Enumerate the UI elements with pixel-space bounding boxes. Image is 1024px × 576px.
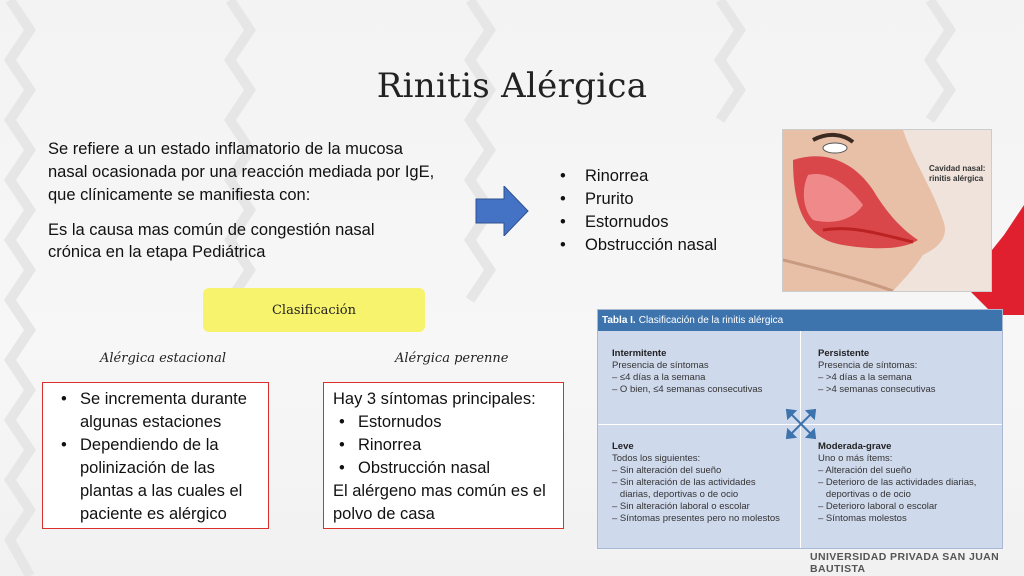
cell-line: – Deterioro de las actividades diarias, bbox=[818, 477, 977, 488]
cell-intermitente bbox=[612, 348, 792, 396]
definition-text: Se refiere a un estado inflamatorio de la mucosa nasal ocasionada por una reacción mediada por IgE, que clínicamente se manifiesta con: bbox=[48, 140, 435, 204]
symptom-item: • Estornudos bbox=[560, 211, 717, 234]
cell-line: Todos los siguientes: bbox=[612, 453, 701, 464]
cause-text: Es la causa mas común de congestión nasal crónica en la etapa Pediátrica bbox=[48, 221, 375, 261]
table-title: Clasificación de la rinitis alérgica bbox=[638, 315, 784, 326]
nasal-cavity-image bbox=[782, 129, 992, 292]
symptom-item: • Rinorrea bbox=[560, 165, 717, 188]
cell-moderada-grave bbox=[818, 441, 998, 525]
perennial-box bbox=[323, 382, 564, 529]
perennial-item: • Estornudos bbox=[333, 411, 557, 434]
seasonal-heading: Alérgica estacional bbox=[100, 351, 226, 366]
slide-title: Rinitis Alérgica bbox=[376, 66, 648, 106]
nasal-cavity-illustration bbox=[783, 130, 991, 291]
cell-line: Presencia de síntomas bbox=[612, 360, 709, 371]
table-header bbox=[598, 310, 1002, 331]
symptoms-list bbox=[560, 165, 717, 257]
cell-leve bbox=[612, 441, 792, 525]
symptom-item: • Prurito bbox=[560, 188, 717, 211]
footer-university: UNIVERSIDAD PRIVADA SAN JUAN BAUTISTA bbox=[810, 551, 1000, 575]
cell-line: – Síntomas molestos bbox=[818, 513, 907, 524]
seasonal-item: • Dependiendo de la polinización de las plantas a las cuales el paciente es alérgico bbox=[55, 434, 260, 526]
cell-line: – >4 días a la semana bbox=[818, 372, 912, 383]
cell-heading: Moderada-grave bbox=[818, 441, 892, 452]
cell-line: diarias, deportivas o de ocio bbox=[612, 489, 739, 500]
image-caption bbox=[929, 164, 985, 184]
cell-line: – Alteración del sueño bbox=[818, 465, 912, 476]
perennial-outro: El alérgeno mas común es el polvo de casa bbox=[333, 482, 546, 523]
perennial-item: • Obstrucción nasal bbox=[333, 457, 557, 480]
cell-line: – ≤4 días a la semana bbox=[612, 372, 706, 383]
image-caption-line: Cavidad nasal: bbox=[929, 164, 986, 173]
image-caption-line: rinitis alérgica bbox=[929, 174, 984, 183]
symptom-item: • Obstrucción nasal bbox=[560, 234, 717, 257]
classification-table bbox=[597, 309, 1003, 549]
cell-persistente bbox=[818, 348, 998, 396]
cell-line: deportivas o de ocio bbox=[818, 489, 911, 500]
cell-line: – Deterioro laboral o escolar bbox=[818, 501, 938, 512]
perennial-intro: Hay 3 síntomas principales: bbox=[333, 390, 536, 408]
cross-arrows-icon bbox=[785, 408, 817, 440]
classification-label: Clasificación bbox=[203, 288, 425, 332]
right-arrow-icon bbox=[474, 186, 530, 236]
cell-line: – Sin alteración de las actividades bbox=[612, 477, 756, 488]
cell-line: – O bien, ≤4 semanas consecutivas bbox=[612, 384, 763, 395]
cell-heading: Leve bbox=[612, 441, 634, 452]
cell-heading: Persistente bbox=[818, 348, 870, 359]
cell-line: – Síntomas presentes pero no molestos bbox=[612, 513, 780, 524]
cell-line: – Sin alteración laboral o escolar bbox=[612, 501, 750, 512]
cell-heading: Intermitente bbox=[612, 348, 667, 359]
perennial-list bbox=[333, 411, 557, 480]
cell-line: – >4 semanas consecutivas bbox=[818, 384, 936, 395]
seasonal-list bbox=[55, 388, 260, 526]
table-label: Tabla I. bbox=[602, 315, 636, 326]
perennial-heading: Alérgica perenne bbox=[395, 351, 509, 366]
perennial-item: • Rinorrea bbox=[333, 434, 557, 457]
seasonal-item: • Se incrementa durante algunas estaciones bbox=[55, 388, 260, 434]
cell-line: – Sin alteración del sueño bbox=[612, 465, 722, 476]
cell-line: Uno o más ítems: bbox=[818, 453, 893, 464]
cell-line: Presencia de síntomas: bbox=[818, 360, 918, 371]
seasonal-box bbox=[42, 382, 269, 529]
